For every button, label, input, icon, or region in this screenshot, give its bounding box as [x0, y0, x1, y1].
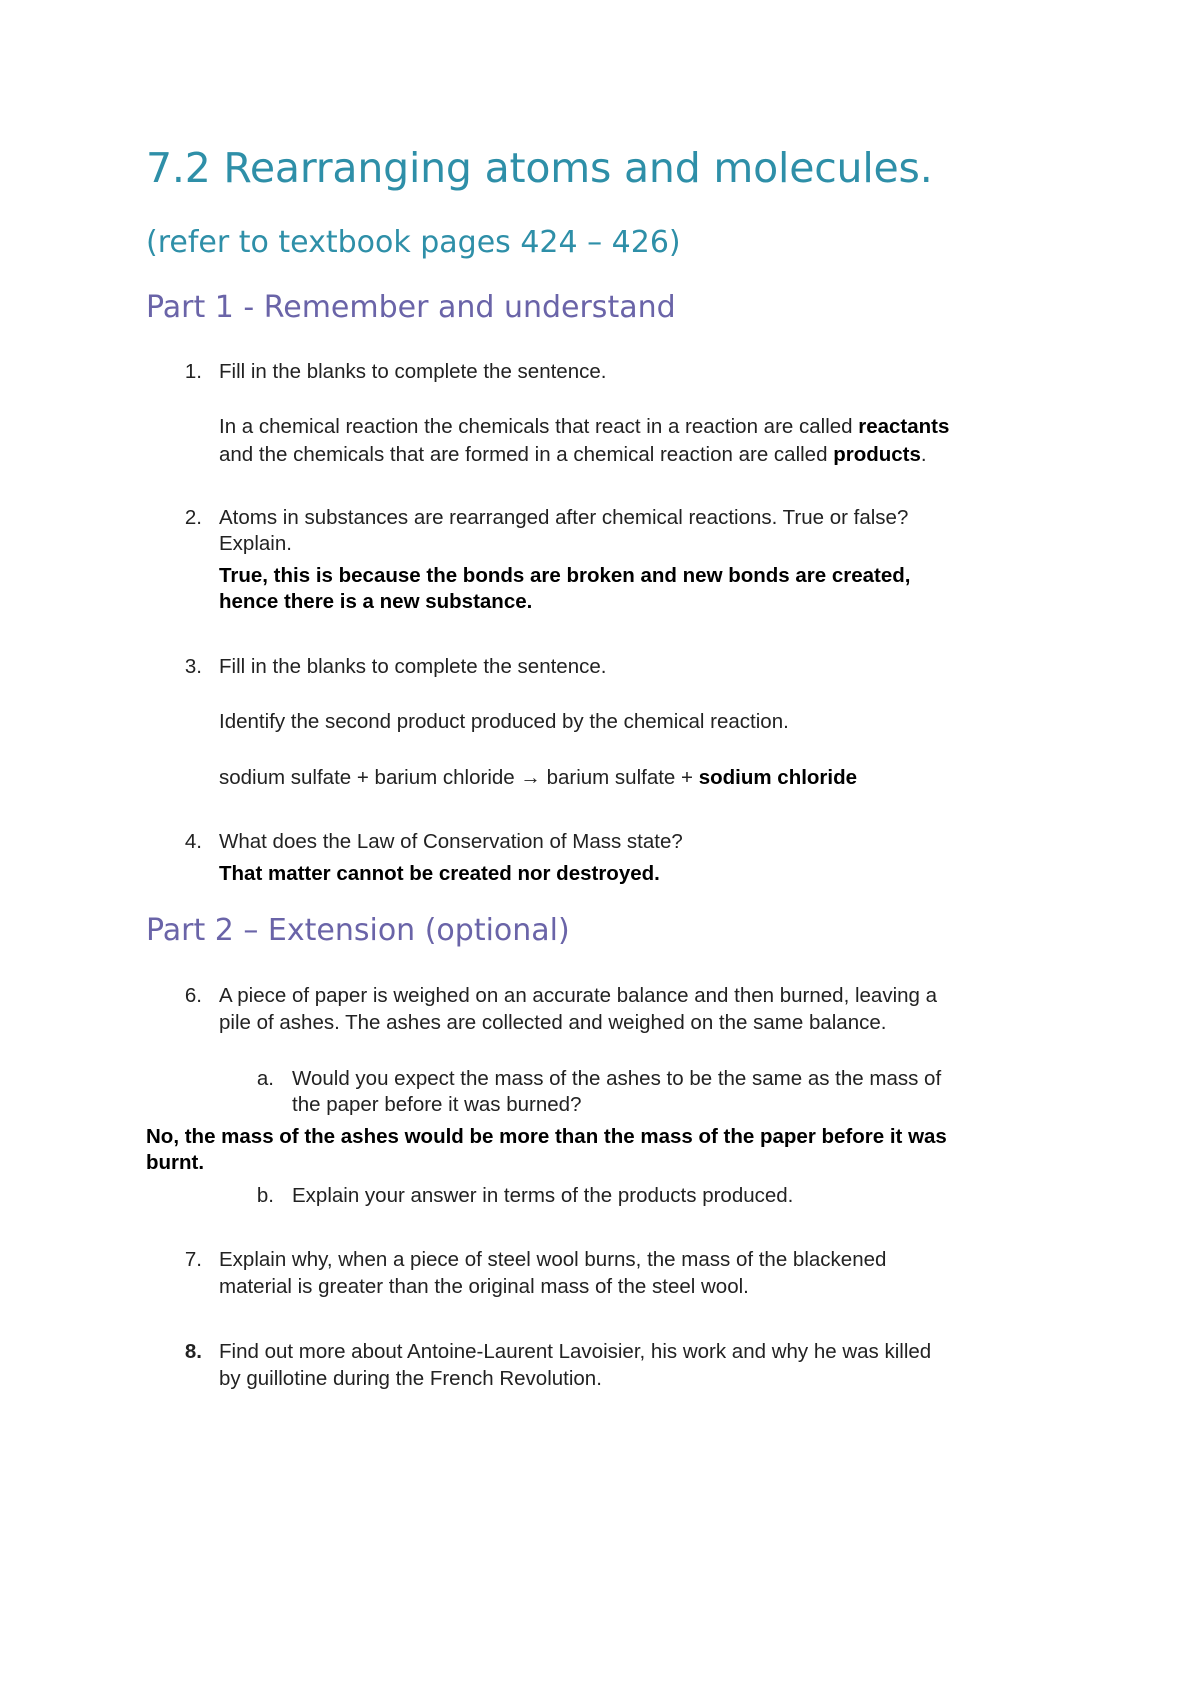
q1-prompt: Fill in the blanks to complete the sentence.	[219, 360, 607, 383]
q1-sentence-line1	[219, 415, 949, 439]
part1-heading: Part 1 - Remember and understand	[146, 290, 676, 325]
q3-prompt: Fill in the blanks to complete the sentence.	[219, 655, 607, 678]
q1-answer-reactants: reactants	[858, 415, 950, 438]
q8-line1: Find out more about Antoine-Laurent Lavoisier, his work and why he was killed	[219, 1340, 932, 1363]
q6a-answer-line1: No, the mass of the ashes would be more than the mass of the paper before it was	[146, 1125, 947, 1148]
q1-line1-text: In a chemical reaction the chemicals that react in a reaction are called	[219, 415, 859, 438]
q7-line1: Explain why, when a piece of steel wool burns, the mass of the blackened	[219, 1248, 887, 1271]
q6-number: 6.	[184, 984, 202, 1007]
q1-answer-products: products	[833, 443, 921, 466]
q1-line2-period: .	[920, 443, 927, 466]
q2-prompt-line1: Atoms in substances are rearranged after chemical reactions. True or false?	[219, 506, 909, 529]
q2-number: 2.	[184, 506, 202, 529]
q6b-line1: Explain your answer in terms of the products produced.	[292, 1184, 794, 1207]
q3-equation	[219, 766, 857, 790]
q3-answer-sodium-chloride: sodium chloride	[698, 766, 858, 789]
q1-number: 1.	[184, 360, 202, 383]
q8-number: 8.	[184, 1340, 202, 1363]
q2-answer-line1: True, this is because the bonds are broken and new bonds are created,	[219, 564, 911, 587]
q7-number: 7.	[184, 1248, 202, 1271]
q4-number: 4.	[184, 830, 202, 853]
q3-instruction: Identify the second product produced by the chemical reaction.	[219, 710, 789, 733]
q6b-label: b.	[256, 1184, 274, 1207]
q4-prompt: What does the Law of Conservation of Mass state?	[219, 830, 683, 853]
q8-line2: by guillotine during the French Revolution.	[219, 1367, 602, 1390]
q6a-line2: the paper before it was burned?	[292, 1093, 582, 1116]
q6-prompt-line2: pile of ashes. The ashes are collected and weighed on the same balance.	[219, 1011, 887, 1034]
part2-heading: Part 2 – Extension (optional)	[146, 913, 570, 948]
q1-sentence-line2	[219, 443, 927, 467]
page-title: 7.2 Rearranging atoms and molecules.	[146, 144, 933, 192]
q7-line2: material is greater than the original mass of the steel wool.	[219, 1275, 749, 1298]
page-subtitle: (refer to textbook pages 424 – 426)	[146, 225, 681, 260]
q2-answer-line2: hence there is a new substance.	[219, 590, 533, 613]
q2-prompt-line2: Explain.	[219, 532, 292, 555]
q3-number: 3.	[184, 655, 202, 678]
q6a-answer-line2: burnt.	[146, 1151, 205, 1174]
q6a-line1: Would you expect the mass of the ashes to be the same as the mass of	[292, 1067, 942, 1090]
q6a-label: a.	[256, 1067, 274, 1090]
q6-prompt-line1: A piece of paper is weighed on an accurate balance and then burned, leaving a	[219, 984, 938, 1007]
q4-answer: That matter cannot be created nor destroyed.	[219, 862, 660, 885]
q1-line2-text: and the chemicals that are formed in a chemical reaction are called	[219, 443, 834, 466]
q3-equation-text: sodium sulfate + barium chloride → barium sulfate +	[219, 766, 699, 789]
